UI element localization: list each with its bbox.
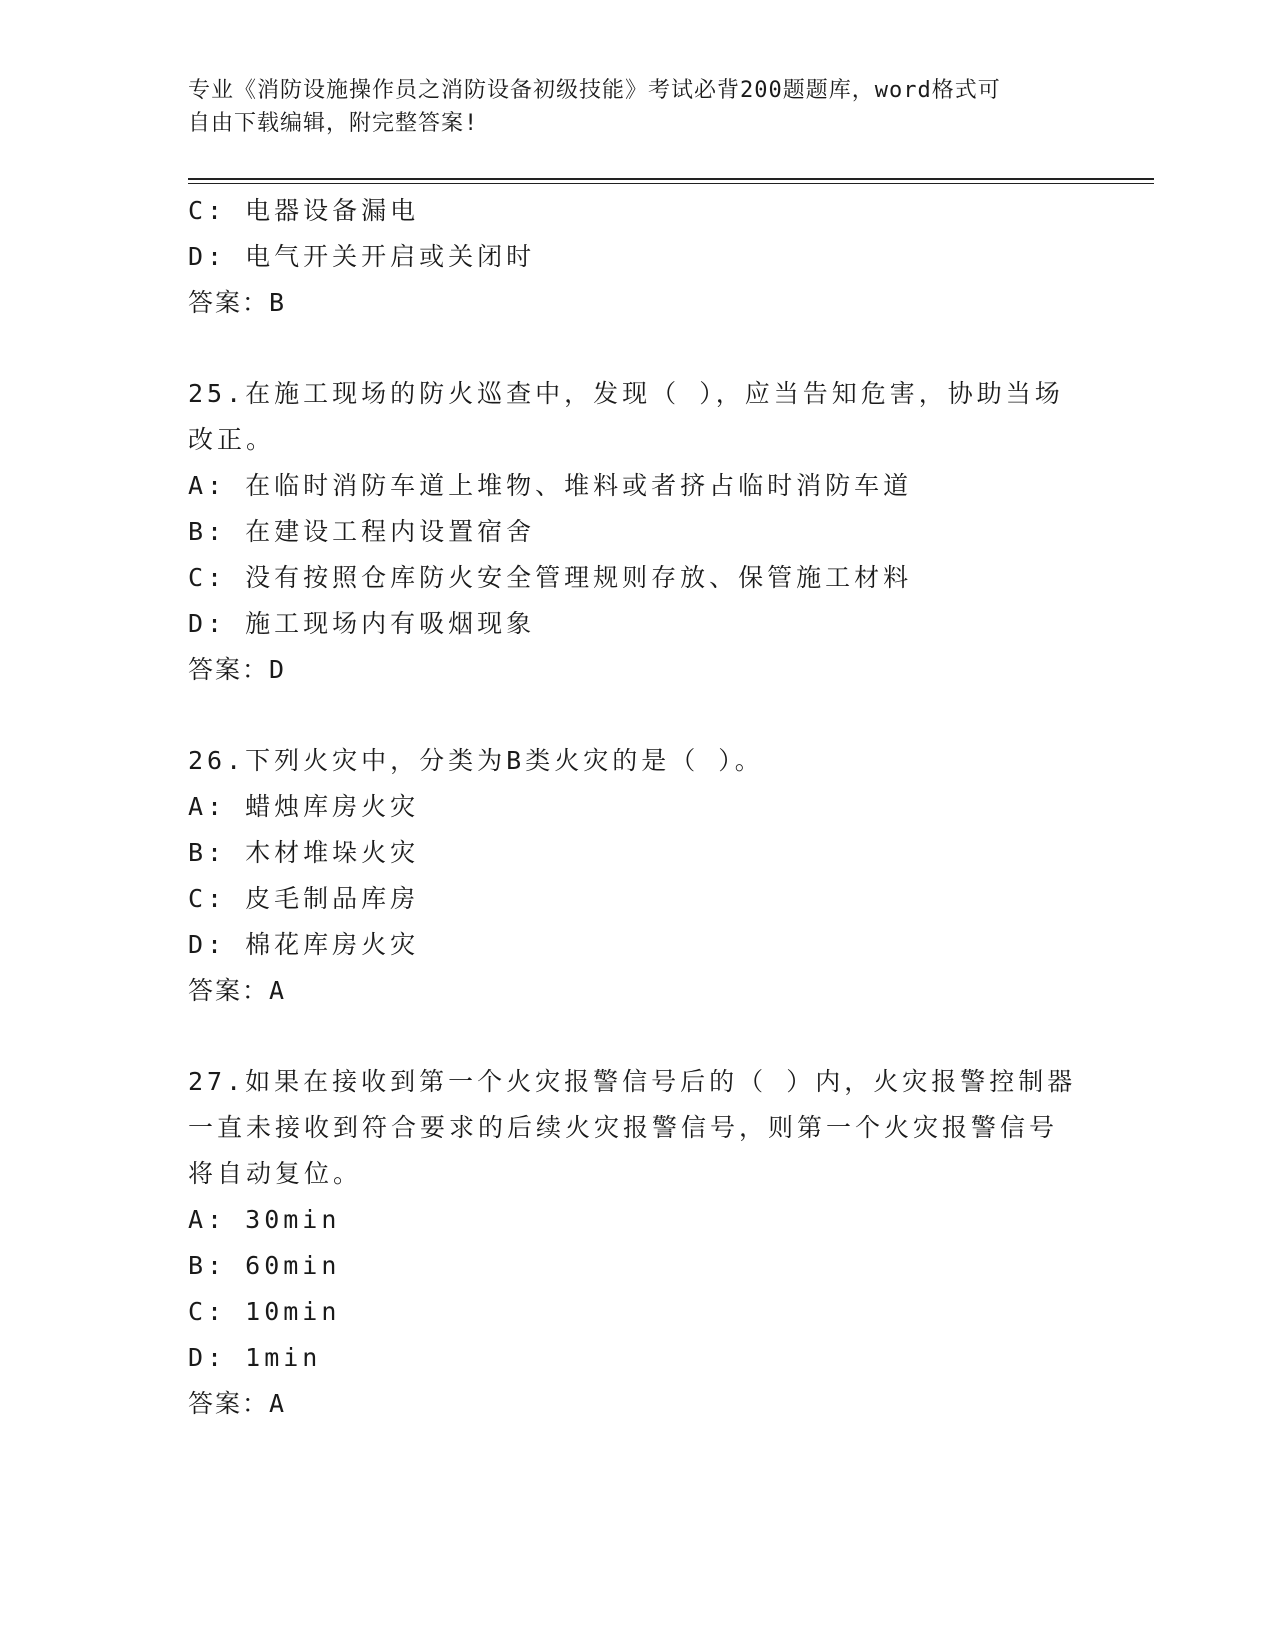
answer-label: 答案： — [188, 1389, 270, 1418]
question-stem-line: 26.下列火灾中，分类为B类火灾的是（ ）。 — [188, 746, 764, 775]
option-d: D: 1min — [188, 1343, 322, 1372]
option-b: B: 木材堆垛火灾 — [188, 838, 420, 867]
question-stem-line: 25.在施工现场的防火巡查中，发现（ ），应当告知危害，协助当场 — [188, 379, 1064, 408]
option-b: B: 60min — [188, 1251, 341, 1280]
answer-value: A — [269, 976, 287, 1005]
question-26 — [188, 738, 1088, 1014]
answer-line — [188, 647, 1088, 693]
option-c: C: 皮毛制品库房 — [188, 884, 420, 913]
question-25 — [188, 371, 1088, 693]
option-c: C: 电器设备漏电 — [188, 196, 420, 225]
header-rule-thick — [188, 178, 1154, 180]
answer-line — [188, 280, 1088, 326]
question-24-partial — [188, 188, 1088, 326]
header-title-line-2: 自由下载编辑，附完整答案! — [188, 111, 479, 136]
option-b: B: 在建设工程内设置宿舍 — [188, 517, 536, 546]
document-header — [188, 74, 1078, 140]
option-a: A: 蜡烛库房火灾 — [188, 792, 420, 821]
answer-line — [188, 1381, 1088, 1427]
option-a: A: 在临时消防车道上堆物、堆料或者挤占临时消防车道 — [188, 471, 913, 500]
answer-value: A — [269, 1389, 287, 1418]
answer-label: 答案： — [188, 288, 270, 317]
question-stem-line: 一直未接收到符合要求的后续火灾报警信号，则第一个火灾报警信号 — [188, 1113, 1059, 1142]
question-27 — [188, 1059, 1088, 1427]
header-rule-thin — [188, 183, 1154, 184]
option-c: C: 没有按照仓库防火安全管理规则存放、保管施工材料 — [188, 563, 913, 592]
answer-label: 答案： — [188, 655, 270, 684]
option-d: D: 棉花库房火灾 — [188, 930, 420, 959]
answer-line — [188, 968, 1088, 1014]
option-d: D: 电气开关开启或关闭时 — [188, 242, 536, 271]
question-stem-line: 改正。 — [188, 425, 276, 454]
option-a: A: 30min — [188, 1205, 341, 1234]
option-d: D: 施工现场内有吸烟现象 — [188, 609, 536, 638]
question-stem-line: 将自动复位。 — [188, 1159, 363, 1188]
answer-label: 答案： — [188, 976, 270, 1005]
question-stem-line: 27.如果在接收到第一个火灾报警信号后的（ ）内，火灾报警控制器 — [188, 1067, 1077, 1096]
option-c: C: 10min — [188, 1297, 341, 1326]
question-content — [188, 188, 1088, 1427]
answer-value: D — [269, 655, 287, 684]
answer-value: B — [269, 288, 287, 317]
header-title-line-1: 专业《消防设施操作员之消防设备初级技能》考试必背200题题库，word格式可 — [188, 78, 1001, 103]
